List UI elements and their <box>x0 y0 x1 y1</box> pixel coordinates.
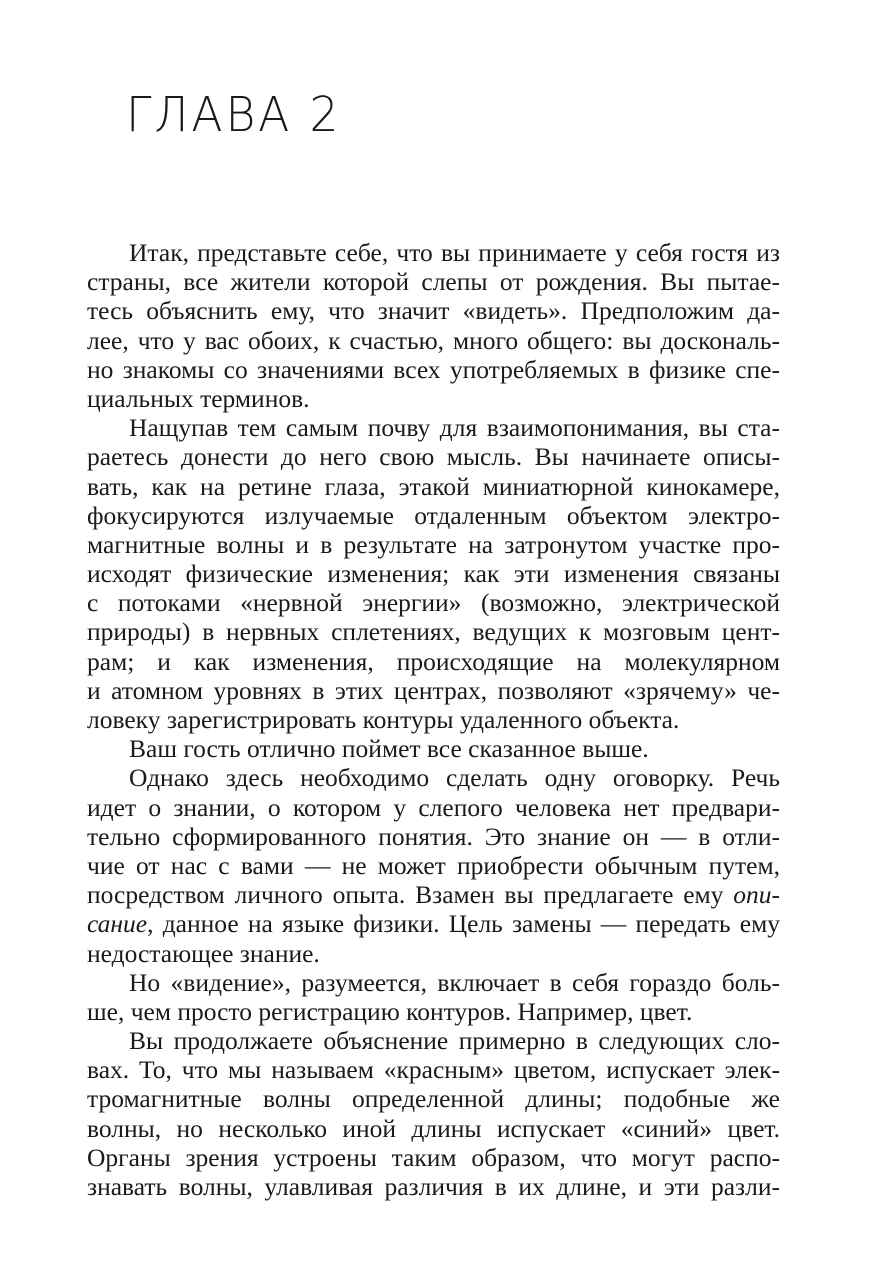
text-line: рам; и как изменения, происходящие на молекулярном <box>87 646 780 676</box>
text-line: магнитные волны и в результате на затронутом участке про- <box>87 529 780 559</box>
text-line: Ваш гость отлично поймет все сказанное выше. <box>129 734 649 764</box>
text-line: Однако здесь необходимо сделать одну оговорку. Речь <box>129 763 780 793</box>
text-line: исходят физические изменения; как эти изменения связаны <box>87 559 780 589</box>
text-line: идет о знании, о котором у слепого человека нет предвари- <box>87 792 780 822</box>
text-line: фокусируются излучаемые отдаленным объектом электро- <box>87 500 780 530</box>
text-line: Нащупав тем самым почву для взаимопонимания, вы ста- <box>129 413 780 443</box>
text-line: природы) в нервных сплетениях, ведущих к мозговым цент- <box>87 617 780 647</box>
text-run: , данное на языке физики. Цель замены — передать ему <box>147 909 780 939</box>
text-line: Но «видение», разумеется, включает в себя гораздо боль- <box>129 967 780 997</box>
text-line: Итак, представьте себе, что вы принимаете у себя гостя из <box>129 238 780 267</box>
text-line: вать, как на ретине глаза, этакой миниатюрной кинокамере, <box>87 471 780 501</box>
text-line: ловеку зарегистрировать контуры удаленного объекта. <box>87 705 680 734</box>
text-line: Органы зрения устроены таким образом, что могут распо- <box>87 1142 780 1172</box>
text-line: Вы продолжаете объяснение примерно в следующих сло- <box>129 1026 780 1056</box>
text-line: с потоками «нервной энергии» (возможно, электрической <box>87 588 780 618</box>
italic-word: сание <box>87 909 148 939</box>
text-line: ше, чем просто регистрацию контуров. Например, цвет. <box>87 996 693 1026</box>
body-text <box>87 238 780 1201</box>
text-line: но знакомы со значениями всех употребляемых в физике спе- <box>87 354 780 384</box>
text-line: лее, что у вас обоих, к счастью, много общего: вы доскональ- <box>87 325 780 355</box>
text-line: чие от нас с вами — не может приобрести обычным путем, <box>87 850 780 880</box>
text-line-with-italic <box>87 909 780 938</box>
text-line: волны, но несколько иной длины испускает «синий» цвет. <box>87 1113 780 1143</box>
text-line: тесь объяснить ему, что значит «видеть». Предположим да- <box>87 296 780 326</box>
text-run: посредством личного опыта. Взамен вы предлагаете ему <box>87 880 734 910</box>
text-line: циальных терминов. <box>87 383 310 413</box>
text-line: и атомном уровнях в этих центрах, позволяют «зрячему» че- <box>87 675 780 705</box>
text-line: вах. То, что мы называем «красным» цветом, испускает элек- <box>87 1055 780 1085</box>
text-line: страны, все жители которой слепы от рождения. Вы пытае- <box>87 267 780 297</box>
text-line: раетесь донести до него свою мысль. Вы начинаете описы- <box>87 442 780 472</box>
text-line: знавать волны, улавливая различия в их длине, и эти разли- <box>87 1172 780 1201</box>
italic-word: опи- <box>733 880 780 910</box>
text-line: недостающее знание. <box>87 938 320 968</box>
text-line: тельно сформированного понятия. Это знание он — в отли- <box>87 821 780 851</box>
text-line-with-italic <box>87 880 780 909</box>
chapter-title: ГЛАВА 2 <box>126 87 342 143</box>
text-line: тромагнитные волны определенной длины; подобные же <box>87 1084 780 1114</box>
